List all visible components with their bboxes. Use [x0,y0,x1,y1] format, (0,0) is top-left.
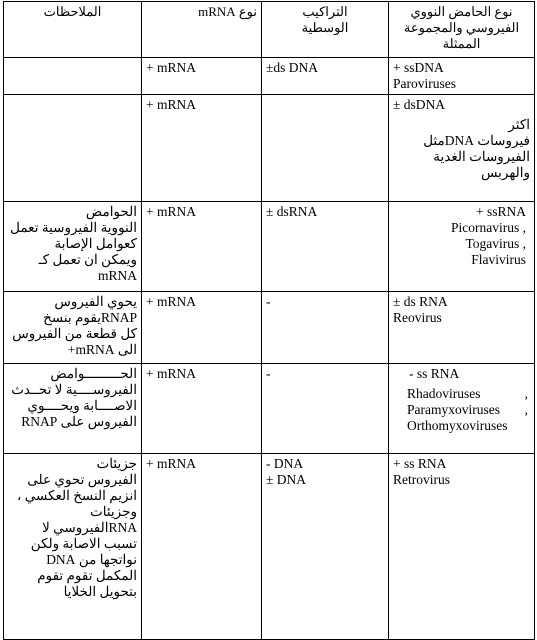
nucleic-type-cell [389,454,535,640]
intermediate-value: ± dsRNA [266,204,318,219]
nucleic-type-value: ± dsDNA [393,97,446,112]
comma-mark: , [524,386,528,401]
nucleic-type-cell [389,202,535,292]
mrna-value: + mRNA [146,294,196,309]
header-intermediates-line: الوسطية [301,20,349,35]
header-mrna-text: نوع mRNA [198,4,257,19]
notes-cell [4,292,142,364]
note-line: الفيروس على RNAP [21,414,137,429]
note-line: المكمل تقوم تقوم [37,568,137,583]
note-line: جزيئات [96,456,137,471]
virus-group: Flavivirus [471,252,526,267]
nucleic-type-value: + ss RNA [393,456,447,471]
intermediate-value: - DNA [266,456,304,471]
mrna-cell [142,202,262,292]
notes-cell [4,58,142,95]
nucleic-type-value: + ssDNA [393,60,444,75]
virus-group: فيروسات DNAمثل [423,133,530,148]
table-row [4,95,535,202]
intermediate-value: - [266,294,271,309]
table-row [4,364,535,454]
nucleic-type-cell [389,292,535,364]
note-line: الفيروس تحوي على [27,472,137,487]
table-row [4,454,535,640]
header-nucleic-line: الممثلة [442,36,481,51]
intermediate-cell [262,364,389,454]
mrna-cell [142,454,262,640]
table-row [4,202,535,292]
note-line: نواتجها من DNA [46,552,137,567]
nucleic-type-cell [389,95,535,202]
virus-group: Rhadoviruses [407,386,481,401]
note-line: تسبب الاصابة ولكن [30,536,137,551]
mrna-value: + mRNA [146,366,196,381]
note-line: الاصــــابة ويحــــوي [27,398,137,413]
mrna-value: + mRNA [146,456,196,471]
note-line: الى mRNA+ [67,342,137,357]
header-nucleic-line: الفيروسي والمجموعة [403,20,520,35]
note-line: RNAالفيروسي لا [42,520,137,535]
virus-group: Retrovirus [393,472,450,487]
intermediate-cell [262,95,389,202]
header-nucleic-line: نوع الحامض النووي [410,4,513,19]
virus-group: اكثر [508,117,530,132]
note-line: كل قطعة من الفيروس [12,326,137,341]
nucleic-type-value: - ss RNA [409,366,460,381]
intermediate-value: - [266,366,271,381]
header-nucleic-acid-type [389,2,535,58]
mrna-value: + mRNA [146,204,196,219]
notes-cell [4,364,142,454]
virus-replication-table [3,1,535,640]
notes-cell [4,95,142,202]
virus-group: Orthomyxoviruses [407,418,508,433]
table-row [4,58,535,95]
header-intermediates [262,2,389,58]
intermediate-cell [262,454,389,640]
header-notes-text: الملاحظات [43,4,102,19]
mrna-cell [142,292,262,364]
mrna-cell [142,95,262,202]
table-header-row [4,2,535,58]
intermediate-value: ± DNA [266,472,307,487]
note-line: الحـــــــــوامض [50,366,137,381]
intermediate-cell [262,292,389,364]
note-line: وجزيئات [90,504,137,519]
mrna-cell [142,58,262,95]
virus-group: Togavirus , [465,236,526,251]
note-line: RNAPيقوم بنسخ [43,310,137,325]
virus-group: Picornavirus , [451,220,526,235]
note-line: النووية الفيروسية تعمل [10,220,137,235]
intermediate-cell [262,202,389,292]
nucleic-type-value: ± ds RNA [393,294,448,309]
intermediate-value: ±ds DNA [266,60,319,75]
nucleic-type-cell [389,364,535,454]
notes-cell [4,454,142,640]
virus-group: Paramyxoviruses [407,402,500,417]
mrna-value: + mRNA [146,60,196,75]
virus-group: والهربس [480,165,530,180]
note-line: يحوي الفيروس [54,294,137,309]
notes-cell [4,202,142,292]
note-line: ويمكن ان تعمل كـ [38,252,137,267]
mrna-cell [142,364,262,454]
virus-group: Paroviruses [393,76,456,91]
header-intermediates-line: التراكيب [302,4,348,19]
virus-group: الفيروسات الغدية [433,149,530,164]
nucleic-type-cell [389,58,535,95]
note-line: بتحويل الخلايا [63,584,137,599]
table-row [4,292,535,364]
note-line: الفيروســــية لا تحــدث [11,382,137,397]
note-line: انزيم النسخ العكسي ، [16,488,137,503]
nucleic-type-value: + ssRNA [476,204,526,219]
note-line: mRNA [97,268,137,283]
note-line: الحوامض [85,204,137,219]
header-mrna-type [142,2,262,58]
intermediate-cell [262,58,389,95]
header-notes [4,2,142,58]
comma-mark: , [524,402,528,417]
virus-group: Reovirus [393,310,442,325]
mrna-value: + mRNA [146,97,196,112]
note-line: كعوامل الإصابة [54,236,137,251]
